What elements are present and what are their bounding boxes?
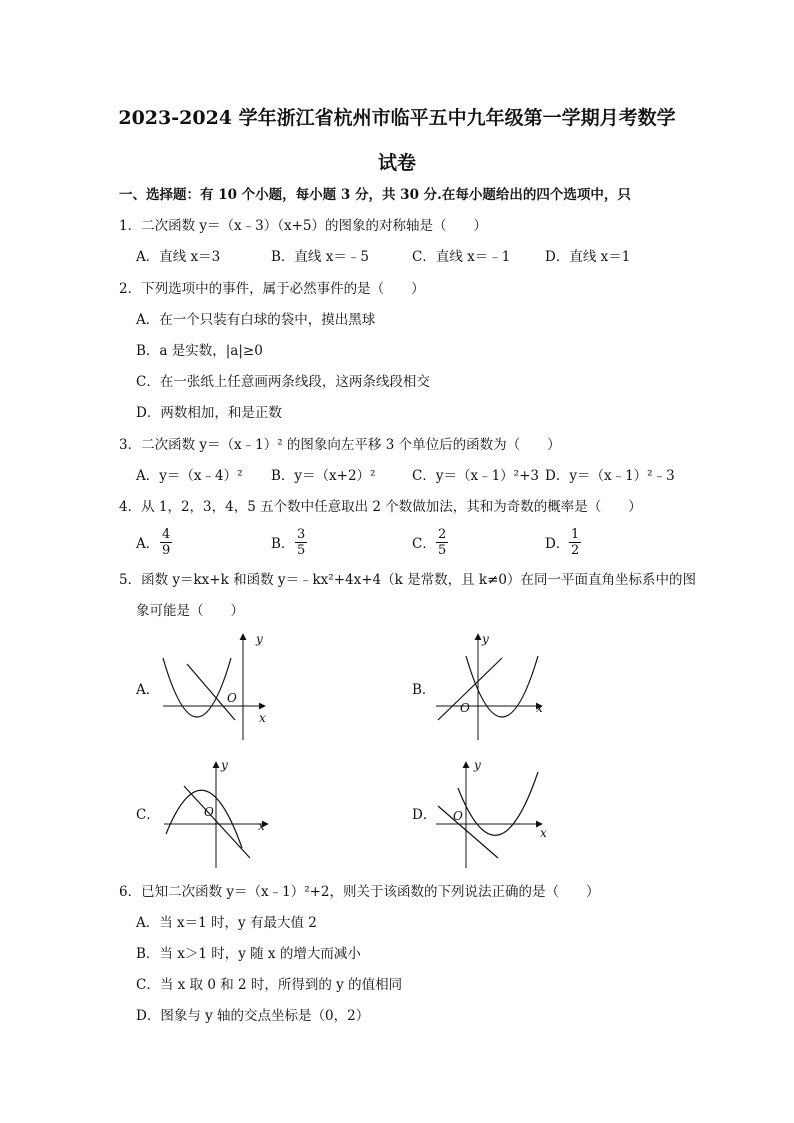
q4-option-c-label: C． <box>412 536 436 552</box>
q2-option-b: B．a 是实数，|a|≥0 <box>136 343 263 359</box>
q5-graph-d <box>432 756 557 871</box>
q2-option-c: C．在一张纸上任意画两条线段，这两条线段相交 <box>136 374 430 390</box>
q3-option-c: C．y＝（x﹣1）²+3 <box>412 468 539 484</box>
q2-option-d: D．两数相加，和是正数 <box>136 405 282 421</box>
y-axis-label: y <box>221 758 228 772</box>
q2-option-a: A．在一个只装有白球的袋中，摸出黑球 <box>136 312 376 328</box>
q1-option-b: B．直线 x＝﹣5 <box>271 249 369 265</box>
y-axis-label: y <box>474 758 481 772</box>
q5-option-a-label: A． <box>136 682 160 698</box>
x-axis-label: x <box>540 826 547 840</box>
q6-option-d: D．图象与 y 轴的交点坐标是（0，2） <box>136 1008 370 1024</box>
x-axis-label: x <box>258 819 265 833</box>
fraction-numerator: 3 <box>297 527 306 542</box>
q6-option-a: A．当 x＝1 时，y 有最大值 2 <box>136 915 317 931</box>
parabola <box>466 656 538 717</box>
q1-option-a: A．直线 x＝3 <box>136 249 221 265</box>
q5-option-c-label: C． <box>136 807 160 823</box>
x-axis-label: x <box>259 711 266 725</box>
origin-label: O <box>227 691 237 705</box>
fraction-denominator: 5 <box>438 543 447 558</box>
parabola <box>166 790 242 848</box>
page-title-line2: 试卷 <box>377 152 416 174</box>
origin-label: O <box>204 805 214 819</box>
q5-graph-b <box>432 628 557 743</box>
q4-option-a-label: A． <box>136 536 160 552</box>
q4-option-d-label: D． <box>545 536 570 552</box>
q4-option-b-fraction <box>295 527 307 558</box>
question-6-stem: 6．已知二次函数 y＝（x﹣1）²+2，则关于该函数的下列说法正确的是（ ） <box>119 884 600 900</box>
q6-option-b: B．当 x＞1 时，y 随 x 的增大而减小 <box>136 946 361 962</box>
question-4-stem: 4．从 1，2，3，4，5 五个数中任意取出 2 个数做加法，其和为奇数的概率是（ ） <box>119 499 642 515</box>
q4-option-d-fraction <box>569 527 581 558</box>
q4-option-c-fraction <box>436 527 448 558</box>
q5-graph-c <box>160 756 285 871</box>
section-heading: 一、选择题：有 10 个小题，每小题 3 分，共 30 分.在每小题给出的四个选项中，只 <box>119 187 631 203</box>
parabola <box>163 658 231 717</box>
line-graph <box>438 806 498 858</box>
fraction-numerator: 1 <box>571 527 580 542</box>
q4-option-a-fraction <box>160 527 172 558</box>
y-axis-label: y <box>482 632 489 646</box>
question-3-stem: 3．二次函数 y＝（x﹣1）² 的图象向左平移 3 个单位后的函数为（ ） <box>119 437 561 453</box>
q5-option-b-label: B． <box>412 682 436 698</box>
question-5-stem-cont: 象可能是（ ） <box>136 603 244 619</box>
fraction-numerator: 4 <box>162 527 171 542</box>
q4-option-b-label: B． <box>271 536 295 552</box>
q3-option-d: D．y＝（x﹣1）²﹣3 <box>545 468 675 484</box>
y-axis-label: y <box>256 632 263 646</box>
q3-option-b: B．y＝（x+2）² <box>271 468 376 484</box>
line-graph <box>184 786 250 858</box>
q1-option-c: C．直线 x＝﹣1 <box>412 249 511 265</box>
q6-option-c: C．当 x 取 0 和 2 时，所得到的 y 的值相同 <box>136 977 403 993</box>
x-axis-label: x <box>536 701 543 715</box>
parabola <box>458 772 538 835</box>
question-1-stem: 1．二次函数 y＝（x﹣3）（x+5）的图象的对称轴是（ ） <box>119 218 487 234</box>
question-2-stem: 2．下列选项中的事件，属于必然事件的是（ ） <box>119 281 425 297</box>
question-5-stem: 5．函数 y＝kx+k 和函数 y＝﹣kx²+4x+4（k 是常数，且 k≠0）在同一平面直角坐标系中的图 <box>119 572 696 588</box>
q5-graph-a <box>155 628 280 743</box>
fraction-denominator: 9 <box>162 543 171 558</box>
fraction-numerator: 2 <box>438 527 447 542</box>
q1-option-d: D．直线 x＝1 <box>545 249 631 265</box>
fraction-denominator: 2 <box>571 543 580 558</box>
q5-option-d-label: D． <box>412 807 437 823</box>
origin-label: O <box>453 809 463 823</box>
page-title: 2023-2024 学年浙江省杭州市临平五中九年级第一学期月考数学 <box>118 107 676 129</box>
origin-label: O <box>460 701 470 715</box>
fraction-denominator: 5 <box>297 543 306 558</box>
q3-option-a: A．y＝（x﹣4）² <box>136 468 243 484</box>
